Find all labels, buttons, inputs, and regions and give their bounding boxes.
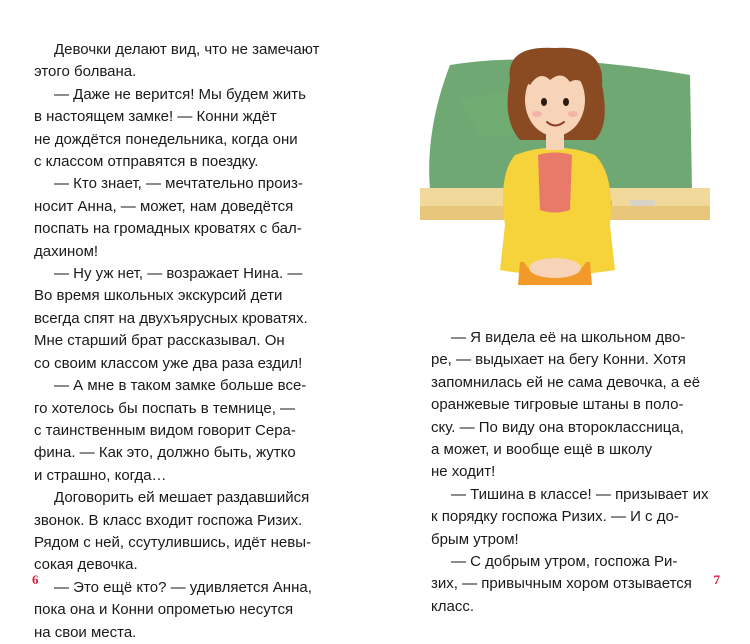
text-line: Во время школьных экскурсий дети <box>34 287 283 305</box>
text-line: в настоящем замке! — Конни ждёт <box>34 108 277 126</box>
text-line: Договорить ей мешает раздавшийся <box>54 489 310 507</box>
text-line: сокая девочка. <box>34 556 138 574</box>
text-line: — С добрым утром, госпожа Ри- <box>451 553 678 571</box>
text-line: не ходит! <box>431 463 496 481</box>
text-line: носит Анна, — может, нам доведётся <box>34 197 294 215</box>
right-page-text <box>431 327 721 618</box>
text-line: с классом отправятся в поездку. <box>34 153 259 171</box>
left-page <box>0 0 375 641</box>
page-number-right: 7 <box>713 572 720 587</box>
text-line: а может, и вообще ещё в школу <box>431 441 653 459</box>
text-line: с таинственным видом говорит Сера- <box>34 421 296 439</box>
text-line: на свои места. <box>34 623 137 641</box>
text-line: фина. — Как это, должно быть, жутко <box>34 444 296 462</box>
text-line: ску. — По виду она второклассница, <box>431 418 684 436</box>
text-line: запомнилась ей не сама девочка, а её <box>431 373 701 391</box>
page-number-left: 6 <box>32 572 39 587</box>
text-line: — Кто знает, — мечтательно произ- <box>54 175 303 193</box>
text-line: дахином! <box>34 242 99 260</box>
text-line: — Я видела её на школьном дво- <box>451 329 686 346</box>
text-line: зих, — привычным хором отзывается <box>431 575 692 593</box>
left-eye <box>541 98 547 106</box>
text-line: Девочки делают вид, что не замечают <box>54 41 320 58</box>
text-line: оранжевые тигровые штаны в поло- <box>431 396 684 414</box>
text-line: звонок. В класс входит госпожа Ризих. <box>34 511 303 529</box>
text-line: Рядом с ней, ссутулившись, идёт невы- <box>34 533 311 551</box>
text-line: класс. <box>431 597 474 615</box>
right-page <box>375 0 750 615</box>
left-page-text <box>34 39 334 644</box>
text-line: и страшно, когда… <box>34 466 167 484</box>
right-eye <box>563 98 569 106</box>
text-line: Мне старший брат рассказывал. Он <box>34 332 285 350</box>
text-line: — А мне в таком замке больше все- <box>54 377 307 395</box>
text-line: — Тишина в классе! — призывает их <box>451 485 709 503</box>
text-line: — Это ещё кто? — удивляется Анна, <box>54 578 312 596</box>
text-line: не дождётся понедельника, когда они <box>34 130 298 148</box>
text-line: — Ну уж нет, — возражает Нина. — <box>54 265 303 283</box>
hands <box>529 258 581 278</box>
text-line: брым утром! <box>431 530 519 548</box>
text-line: — Даже не верится! Мы будем жить <box>54 85 306 103</box>
text-line: пока она и Конни опрометью несутся <box>34 601 294 619</box>
text-line: к порядку госпожа Ризих. — И с до- <box>431 508 679 526</box>
text-line: го хотелось бы поспать в темнице, — <box>34 399 296 417</box>
text-line: со своим классом уже два раза ездил! <box>34 354 303 372</box>
girl-illustration <box>420 40 710 285</box>
text-line: всегда спят на двухъярусных кроватях. <box>34 309 308 327</box>
text-line: ре, — выдыхает на бегу Конни. Хотя <box>431 351 686 369</box>
text-line: этого болвана. <box>34 63 137 81</box>
undershirt <box>538 153 572 213</box>
chalk-piece <box>630 200 655 206</box>
text-line: поспать на громадных кроватях с бал- <box>34 220 302 238</box>
